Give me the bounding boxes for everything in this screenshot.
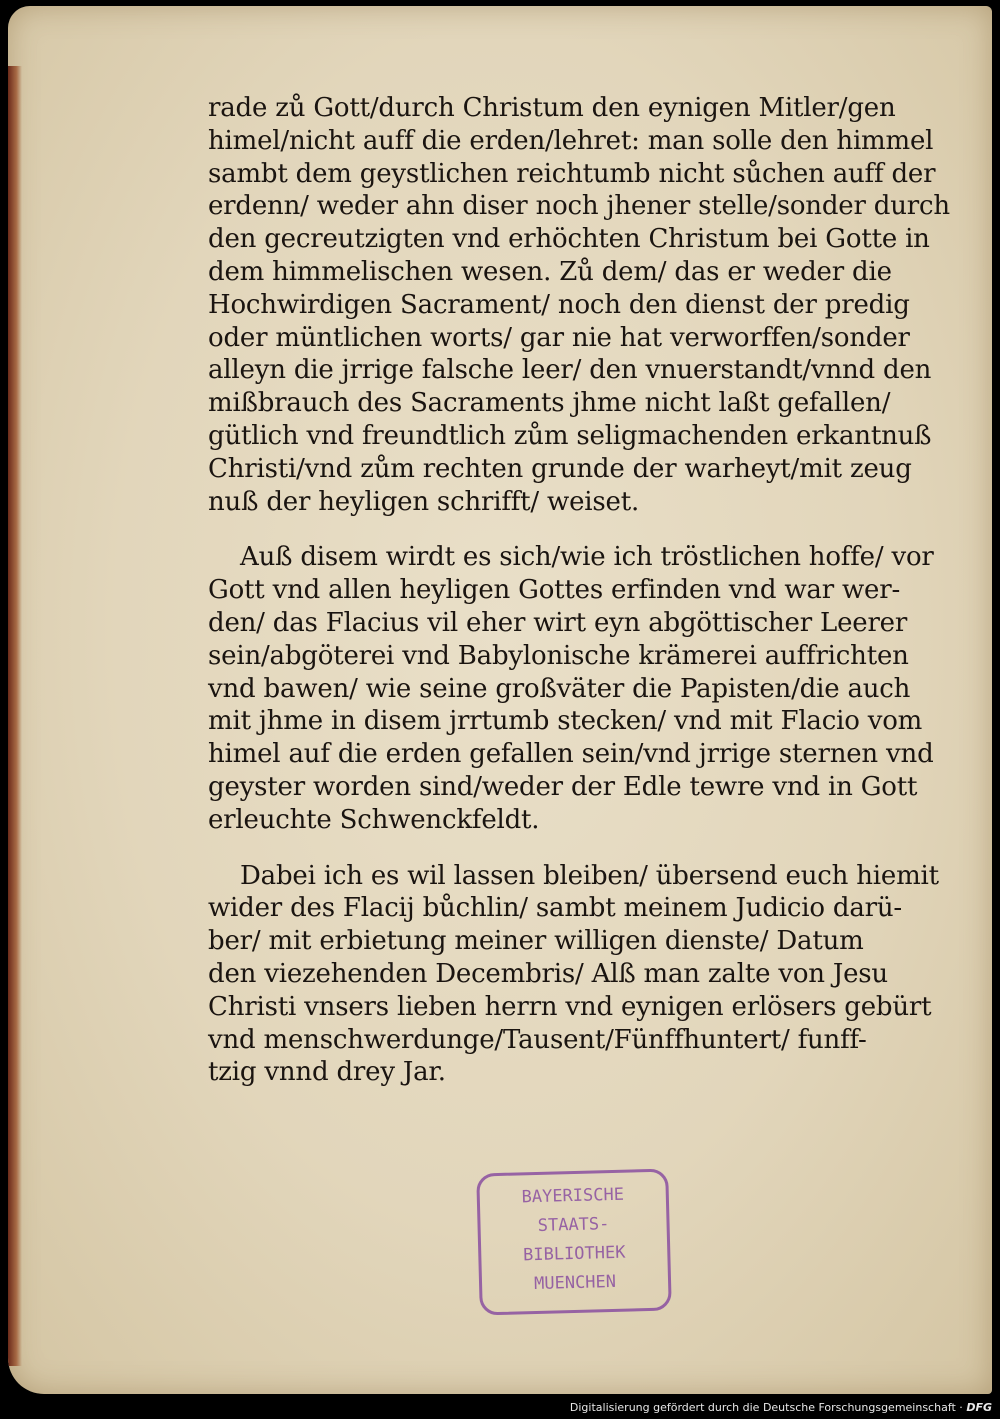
text-line: erleuchte Schwenckfeldt. bbox=[208, 804, 540, 835]
text-line: Auß disem wirdt es sich/wie ich tröstlichen hoffe/ vor bbox=[240, 542, 934, 573]
text-line: dem himmelischen wesen. Zů dem/ das er weder die bbox=[208, 256, 892, 287]
text-line: Hochwirdigen Sacrament/ noch den dienst der predig bbox=[208, 289, 910, 320]
text-line: himel auf die erden gefallen sein/vnd jrrige sternen vnd bbox=[208, 739, 934, 770]
dfg-logo: DFG bbox=[966, 1401, 992, 1414]
text-line: sein/abgöterei vnd Babylonische krämerei auffrichten bbox=[208, 640, 909, 671]
paragraph-3 bbox=[208, 860, 939, 1090]
text-line: den viezehenden Decembris/ Alß man zalte von Jesu bbox=[208, 958, 888, 989]
book-page bbox=[8, 6, 992, 1394]
text-line: erdenn/ weder ahn diser noch jhener stelle/sonder durch bbox=[208, 191, 950, 222]
text-line: geyster worden sind/weder der Edle tewre vnd in Gott bbox=[208, 771, 918, 802]
text-line: vnd menschwerdunge/Tausent/Fünffhuntert/ funff- bbox=[208, 1024, 867, 1055]
stamp-line: STAATS- bbox=[537, 1214, 610, 1236]
text-line: himel/nicht auff die erden/lehret: man solle den himmel bbox=[208, 125, 934, 156]
text-line: nuß der heyligen schrifft/ weiset. bbox=[208, 486, 640, 517]
text-line: ber/ mit erbietung meiner willigen dienste/ Datum bbox=[208, 926, 864, 957]
text-line: alleyn die jrrige falsche leer/ den vnuerstandt/vnnd den bbox=[208, 355, 932, 386]
paragraph-spacer bbox=[208, 837, 898, 860]
stamp-line: BAYERISCHE bbox=[521, 1184, 625, 1208]
text-line: vnd bawen/ wie seine großväter die Papisten/die auch bbox=[208, 673, 911, 704]
text-line: Christi vnsers lieben herrn vnd eynigen erlösers gebürt bbox=[208, 991, 932, 1022]
text-line: tzig vnnd drey Jar. bbox=[208, 1057, 446, 1088]
text-line: den gecreutzigten vnd erhöchten Christum bei Gotte in bbox=[208, 224, 930, 255]
library-stamp bbox=[476, 1169, 672, 1316]
text-line: sambt dem geystlichen reichtumb nicht sůchen auff der bbox=[208, 158, 936, 189]
text-line: den/ das Flacius vil eher wirt eyn abgöttischer Leerer bbox=[208, 607, 908, 638]
credit-text: Digitalisierung gefördert durch die Deutsche Forschungsgemeinschaft · bbox=[569, 1401, 963, 1414]
text-line: Christi/vnd zům rechten grunde der warheyt/mit zeug bbox=[208, 453, 912, 484]
paragraph-1 bbox=[208, 92, 950, 518]
stamp-line: MUENCHEN bbox=[533, 1271, 617, 1295]
text-line: oder müntlichen worts/ gar nie hat verworffen/sonder bbox=[208, 322, 910, 353]
text-line: Gott vnd allen heyligen Gottes erfinden vnd war wer- bbox=[208, 575, 901, 606]
page-binding-edge bbox=[8, 66, 22, 1366]
paragraph-2 bbox=[208, 541, 934, 836]
body-text bbox=[208, 92, 950, 1089]
text-line: Dabei ich es wil lassen bleiben/ übersend euch hiemit bbox=[240, 860, 939, 891]
paragraph-spacer bbox=[208, 518, 898, 541]
text-line: gütlich vnd freundtlich zům seligmachenden erkantnuß bbox=[208, 420, 932, 451]
text-line: wider des Flacij bůchlin/ sambt meinem Judicio darü- bbox=[208, 893, 902, 924]
text-line: rade zů Gott/durch Christum den eynigen Mitler/gen bbox=[208, 93, 896, 123]
digitization-credit bbox=[570, 1401, 992, 1415]
text-line: mißbrauch des Sacraments jhme nicht laßt gefallen/ bbox=[208, 388, 891, 419]
text-line: mit jhme in disem jrrtumb stecken/ vnd mit Flacio vom bbox=[208, 706, 923, 737]
stamp-line: BIBLIOTHEK bbox=[522, 1242, 626, 1266]
